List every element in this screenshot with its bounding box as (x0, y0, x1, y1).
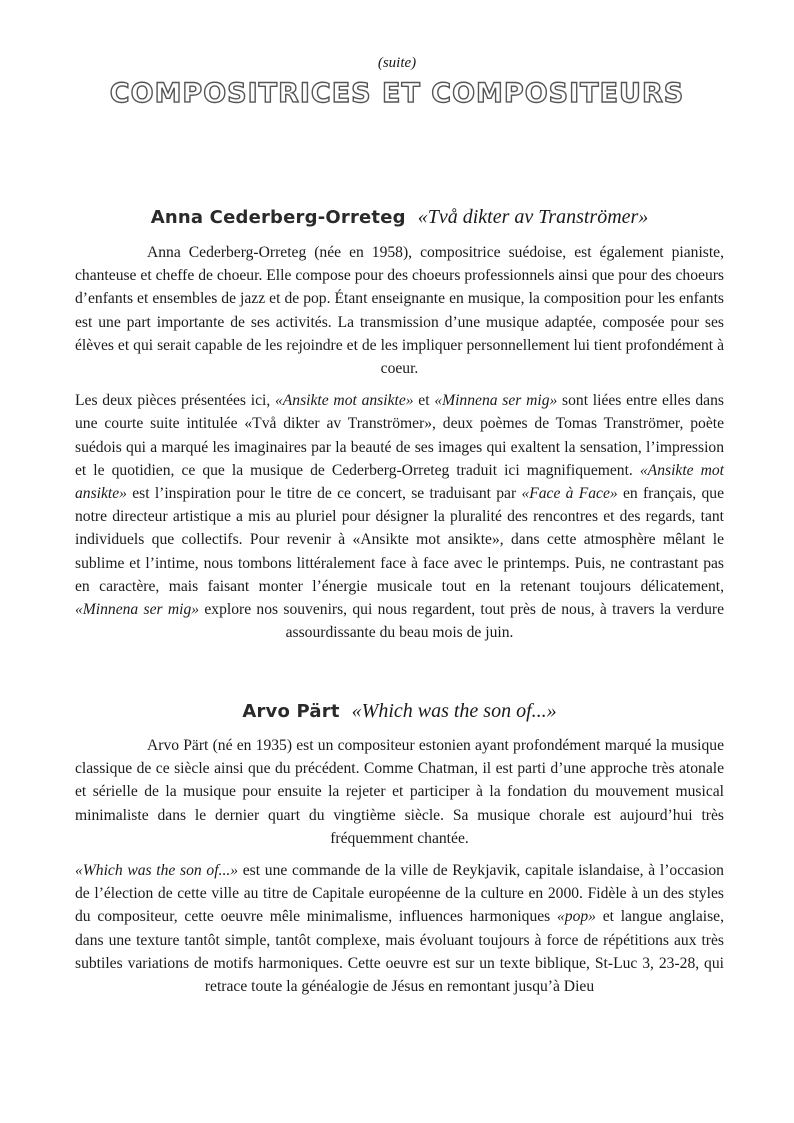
italic-title-run: «Minnena ser mig» (434, 392, 558, 410)
work-description (75, 859, 724, 998)
italic-title-run: «Face à Face» (521, 485, 618, 503)
section-part (75, 700, 724, 723)
italic-title-run: «Which was the son of...» (75, 862, 239, 880)
section-cederberg-text (75, 241, 724, 644)
text-run: en français, que notre directeur artistique a mis au pluriel pour désigner la pluralité des rencontres et des regards, tant individuels que collectifs. Pour revenir à «Ansikte mot ansikte», dans cette atmosphère mêlant le sublime et l’intime, nous tombons littéralement face à face avec le printemps. Puis, ne contrastant pas en caractère, mais faisant monter l’énergie musicale tout en la retenant toujours délicatement, (75, 485, 724, 595)
text-run: explore nos souvenirs, qui nous regardent, tout près de nous, à travers la verdure assourdissante du beau mois de juin. (199, 601, 725, 642)
composer-name: Anna Cederberg-Orreteg (150, 207, 406, 228)
work-description (75, 389, 724, 644)
text-run: Les deux pièces présentées ici, (75, 392, 275, 410)
section-heading (75, 206, 724, 229)
section-part-text (75, 734, 724, 998)
text-run: Anna Cederberg-Orreteg (née en 1958), compositrice suédoise, est également pianiste, chanteuse et cheffe de choeur. Elle compose pour des choeurs professionnels ainsi que pour des choeurs d’enfants et ensembles de jazz et de pop. Étant enseignante en musique, la composition pour les enfants est une part importante de ses activités. La transmission d’une musique adaptée, composée pour ses élèves et qui serait capable de les rejoindre et de les impliquer personnellement lui tient profondément à coeur. (75, 244, 724, 378)
text-run: sont liées entre elles dans une courte suite intitulée «Två dikter av Tranströmer», deux poèmes de Tomas Tranströmer, poète suédois qui a marqué les imaginaires par la beauté de ses images qui exaltent la sensation, l’impression et le quotidien, ce que la musique de Cederberg-Orreteg traduit ici magnifiquement. (75, 392, 724, 479)
suite-label: (suite) (377, 55, 417, 71)
text-run: est une commande de la ville de Reykjavik, capitale islandaise, à l’occasion de l’élection de cette ville au titre de Capitale européenne de la culture en 2000. Fidèle à un des styles du compositeur, cette oeuvre mêle minimalisme, influences harmoniques (75, 862, 724, 926)
composer-biography (75, 241, 724, 380)
italic-title-run: «Minnena ser mig» (75, 601, 200, 619)
work-title: «Två dikter av Tranströmer» (417, 206, 649, 228)
composer-biography (75, 734, 724, 850)
section-cederberg (75, 206, 724, 229)
text-run: Arvo Pärt (né en 1935) est un compositeur estonien ayant profondément marqué la musique classique de ce siècle ainsi que du précédent. Comme Chatman, il est parti d’une approche très atonale et sérielle de la musique pour ensuite la rejeter et participer à la fondation du mouvement musical minimaliste dans le dernier quart du vingtième siècle. Sa musique chorale est aujourd’hui très fréquemment chantée. (75, 737, 724, 847)
text-run: et (413, 392, 435, 410)
work-title: «Which was the son of...» (351, 700, 557, 722)
text-run: est l’inspiration pour le titre de ce concert, se traduisant par (126, 485, 522, 503)
italic-title-run: «Ansikte mot ansikte» (274, 392, 414, 410)
page-title: COMPOSITRICES ET COMPOSITEURS (109, 78, 685, 109)
italic-title-run: «Ansikte mot ansikte» (75, 461, 725, 503)
text-run: et langue anglaise, dans une texture tantôt simple, tantôt complexe, mais évoluant toujours à force de répétitions aux très subtiles variations de motifs harmoniques. Cette oeuvre est sur un texte biblique, St-Luc 3, 23-28, qui retrace toute la généalogie de Jésus en remontant jusqu’à Dieu (75, 908, 724, 996)
italic-title-run: «pop» (556, 908, 596, 926)
section-heading (75, 700, 724, 723)
composer-name: Arvo Pärt (242, 701, 340, 722)
